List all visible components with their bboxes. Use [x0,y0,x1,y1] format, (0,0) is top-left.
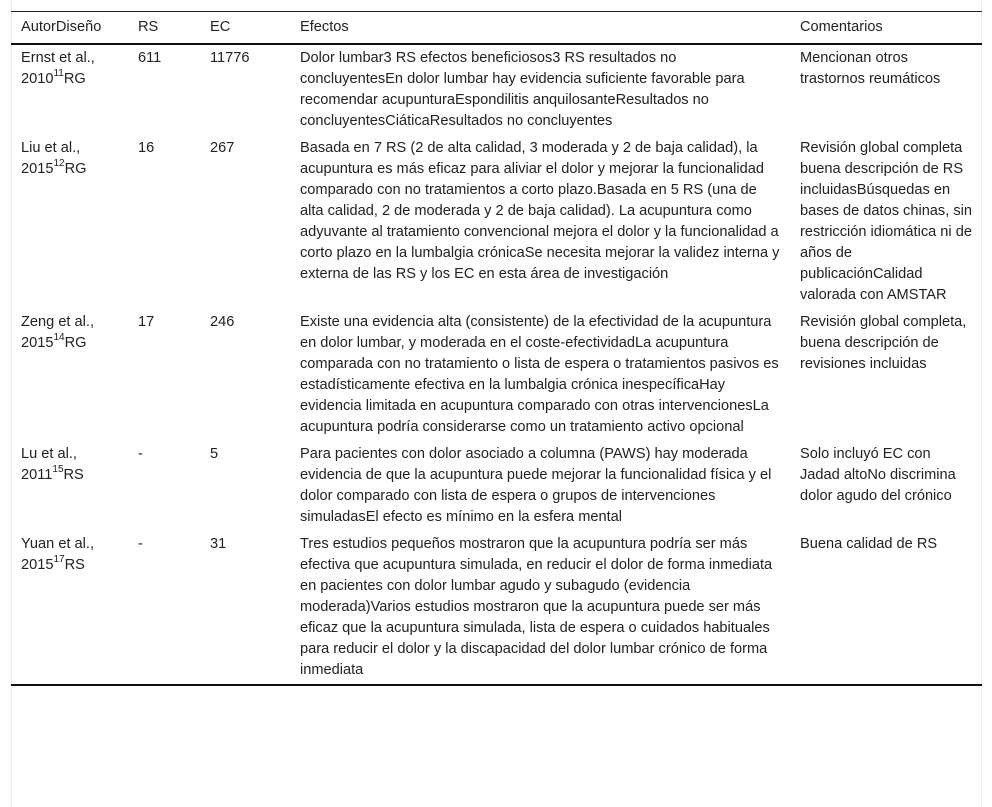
cell-efectos: Basada en 7 RS (2 de alta calidad, 3 moderada y 2 de baja calidad), la acupuntura es más eficaz para aliviar el dolor y mejorar la funcionalidad comparado con no tratamientos a corto plazo.Basada en 5 RS (una de alta calidad, 2 de moderada y 2 de baja calidad). La acupuntura como adyuvante al tratamiento convencional mejora el dolor y la funcionalidad a corto plazo en la lumbalgia crónicaSe necesita mejorar la validez interna y externa de las RS y los EC en esta área de investigación [300,140,780,282]
study-design: RG [64,335,87,351]
cell-ec: 246 [210,314,235,330]
cell-comentarios: Revisión global completa buena descripción de RS incluidasBúsquedas en bases de datos chinas, sin restricción idiomática ni de años de publicaciónCalidad valorada con AMSTAR [800,140,972,303]
author-name: Ernst et al., 2010 [21,50,95,87]
header-efectos: Efectos [300,19,349,35]
author-name: Lu et al., 2011 [21,446,77,483]
study-design: RS [63,467,84,483]
reference-link[interactable]: 12 [53,158,65,170]
study-design: RS [64,557,85,573]
header-rs: RS [138,19,159,35]
acupuntura-evidence-table [11,11,982,686]
cell-comentarios: Solo incluyó EC con Jadad altoNo discrimina dolor agudo del crónico [800,446,956,504]
cell-rs: - [138,446,143,462]
table-row [11,531,982,685]
cell-autor [11,309,128,441]
cell-ec: 11776 [210,50,250,66]
reference-link[interactable]: 17 [53,554,65,566]
study-design: RG [63,71,86,87]
table-header-row [11,12,982,45]
reference-link[interactable]: 14 [53,332,65,344]
cell-rs: 17 [138,314,155,330]
table-row [11,441,982,531]
author-name: Liu et al., 2015 [21,140,81,177]
table-row [11,309,982,441]
cell-efectos: Existe una evidencia alta (consistente) de la efectividad de la acupuntura en dolor lumbar, y moderada en el coste-efectividadLa acupuntura comparada con no tratamiento o lista de espera o tratamientos pasivos es estadísticamente efectiva en la lumbalgia crónica inespecíficaHay evidencia limitada en acupuntura comparado con otras intervencionesLa acupuntura podría considerarse como un tratamiento activo opcional [300,314,779,435]
author-name: Zeng et al., 2015 [21,314,95,351]
cell-autor [11,531,128,685]
reference-link[interactable]: 11 [53,68,64,80]
cell-autor [11,441,128,531]
cell-ec: 31 [210,536,227,552]
cell-rs: 611 [138,50,162,66]
cell-autor [11,135,128,309]
cell-efectos: Dolor lumbar3 RS efectos beneficiosos3 RS resultados no concluyentesEn dolor lumbar hay evidencia suficiente favorable para recomendar acupunturaEspondilitis anquilosanteResultados no concluyentesCiáticaResultados no concluyentes [300,50,745,129]
cell-rs: 16 [138,140,155,156]
cell-ec: 5 [210,446,219,462]
cell-autor [11,44,128,135]
cell-efectos: Para pacientes con dolor asociado a columna (PAWS) hay moderada evidencia de que la acupuntura puede mejorar la funcionalidad física y el dolor comparado con lista de espera o grupos de intervenciones simuladasEl efecto es mínimo en la esfera mental [300,446,772,525]
table-row [11,44,982,135]
cell-comentarios: Revisión global completa, buena descripción de revisiones incluidas [800,314,967,372]
cell-ec: 267 [210,140,235,156]
cell-comentarios: Buena calidad de RS [800,536,938,552]
reference-link[interactable]: 15 [52,464,64,476]
header-autor-diseno: AutorDiseño [21,19,102,35]
author-name: Yuan et al., 2015 [21,536,95,573]
header-ec: EC [210,19,231,35]
header-comentarios: Comentarios [800,19,883,35]
cell-comentarios: Mencionan otros trastornos reumáticos [800,50,941,87]
cell-rs: - [138,536,143,552]
table-row [11,135,982,309]
study-design: RG [64,161,87,177]
cell-efectos: Tres estudios pequeños mostraron que la acupuntura podría ser más efectiva que acupuntura simulada, en reducir el dolor de forma inmediata en pacientes con dolor lumbar agudo y subagudo (evidencia moderada)Varios estudios mostraron que la acupuntura puede ser más eficaz que la acupuntura simulada, lista de espera o cuidados habituales para reducir el dolor y la discapacidad del dolor lumbar crónico de forma inmediata [300,536,773,678]
